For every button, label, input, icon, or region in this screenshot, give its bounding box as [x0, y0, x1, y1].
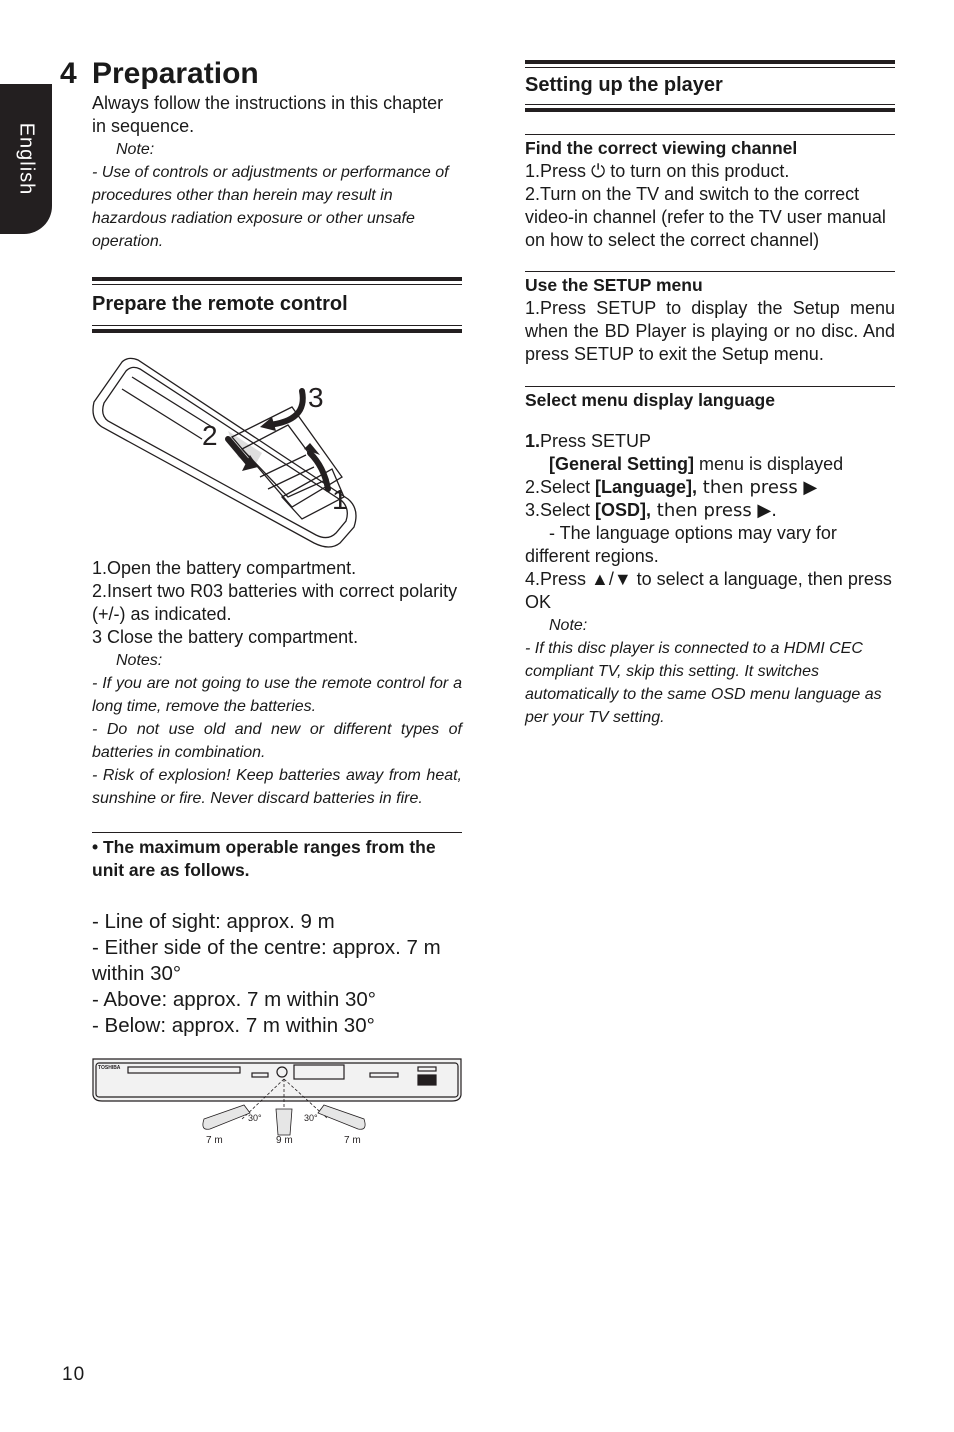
language-step-1b — [525, 453, 895, 476]
right-column — [525, 60, 895, 729]
osd-option-label: [OSD], — [595, 500, 652, 520]
chapter-title — [60, 56, 462, 92]
language-step-3-text-end: then press ▶. — [651, 500, 777, 521]
left-column — [60, 56, 462, 1155]
language-note-label: Note: — [549, 617, 588, 634]
step-item: 1.Open the battery compartment. — [92, 558, 357, 578]
range-item: - Above: approx. 7 m within 30° — [92, 988, 376, 1011]
distance-right-label: 7 m — [344, 1135, 361, 1146]
note-item: - Risk of explosion! Keep batteries away from heat, sunshine or fire. Never discard batteries in fire. — [92, 767, 462, 807]
note-text: - Use of controls or adjustments or performance of procedures other than herein may result in hazardous radiation exposure or other unsafe operation. — [92, 164, 449, 250]
distance-center-label: 9 m — [276, 1135, 293, 1146]
chapter-title-text: Preparation — [92, 57, 259, 90]
range-item: - Line of sight: approx. 9 m — [92, 910, 335, 933]
language-step-4: 4.Press ▲/▼ to select a language, then press OK — [525, 569, 892, 612]
range-heading: • The maximum operable ranges from the unit are as follows. — [92, 837, 436, 880]
language-step-1-text: Press SETUP — [540, 431, 652, 451]
language-tab — [0, 84, 52, 234]
figure-label-3: 3 — [308, 382, 324, 413]
language-step-2-text: 2.Select — [525, 477, 596, 497]
language-step-3-text: 3.Select — [525, 500, 596, 520]
range-item: - Below: approx. 7 m within 30° — [92, 1014, 375, 1037]
language-option-label: [Language], — [595, 477, 698, 497]
channel-heading: Find the correct viewing channel — [525, 138, 798, 158]
angle-right-label: 30° — [304, 1113, 318, 1123]
channel-step-2: 2.Turn on the TV and switch to the correct video-in channel (refer to the TV user manual on how to select the correct channel) — [525, 184, 886, 250]
setup-section-header — [525, 64, 895, 112]
setup-menu-text: 1.Press SETUP to display the Setup menu when the BD Player is playing or no disc. And press SETUP to exit the Setup menu. — [525, 298, 895, 364]
angle-left-label: 30° — [248, 1113, 262, 1123]
player-brand: TOSHIBA — [98, 1065, 121, 1071]
power-icon: ⏻ — [591, 161, 606, 182]
step-item: 3 Close the battery compartment. — [92, 627, 359, 647]
figure-label-2: 2 — [202, 420, 218, 451]
distance-left-label: 7 m — [206, 1135, 223, 1146]
note-label: Note: — [116, 141, 155, 158]
step-item: 2.Insert two R03 batteries with correct polarity (+/-) as indicated. — [92, 581, 458, 624]
setup-heading: Setting up the player — [525, 74, 723, 96]
language-step-2-text-end: then press ▶ — [697, 477, 818, 498]
note-item: - Do not use old and new or different types of batteries in combination. — [92, 721, 462, 761]
language-step-3 — [525, 499, 895, 522]
chapter-number: 4 — [60, 57, 77, 90]
channel-step-1 — [525, 160, 895, 183]
remote-heading: Prepare the remote control — [92, 293, 348, 315]
figure-label-1: 1 — [332, 484, 348, 515]
channel-step-1-text: 1.Press — [525, 161, 592, 181]
language-heading: Select menu display language — [525, 390, 775, 410]
language-step-1b-text: menu is displayed — [694, 454, 844, 474]
intro-text: Always follow the instructions in this chapter in sequence. — [92, 93, 444, 136]
general-setting-label: [General Setting] — [549, 454, 695, 474]
language-note-text: - If this disc player is connected to a HDMI CEC compliant TV, skip this setting. It switches automatically to the same OSD menu language as per your TV setting. — [525, 640, 882, 726]
range-item: - Either side of the centre: approx. 7 m within 30° — [92, 936, 441, 985]
player-range-figure — [92, 1057, 462, 1149]
channel-step-1-text-end: to turn on this product. — [605, 161, 790, 181]
remote-battery-figure — [92, 357, 362, 549]
language-tab-label: English — [15, 122, 38, 196]
language-step-1-number: 1. — [525, 431, 541, 451]
page-number: 10 — [62, 1364, 86, 1385]
notes-label: Notes: — [116, 652, 163, 669]
language-step-2 — [525, 476, 895, 499]
remote-section-header — [92, 281, 462, 333]
setup-menu-heading: Use the SETUP menu — [525, 275, 703, 295]
language-step-3-note: - The language options may vary for different regions. — [525, 523, 837, 566]
language-step-1 — [525, 430, 895, 453]
note-item: - If you are not going to use the remote control for a long time, remove the batteries. — [92, 675, 462, 715]
